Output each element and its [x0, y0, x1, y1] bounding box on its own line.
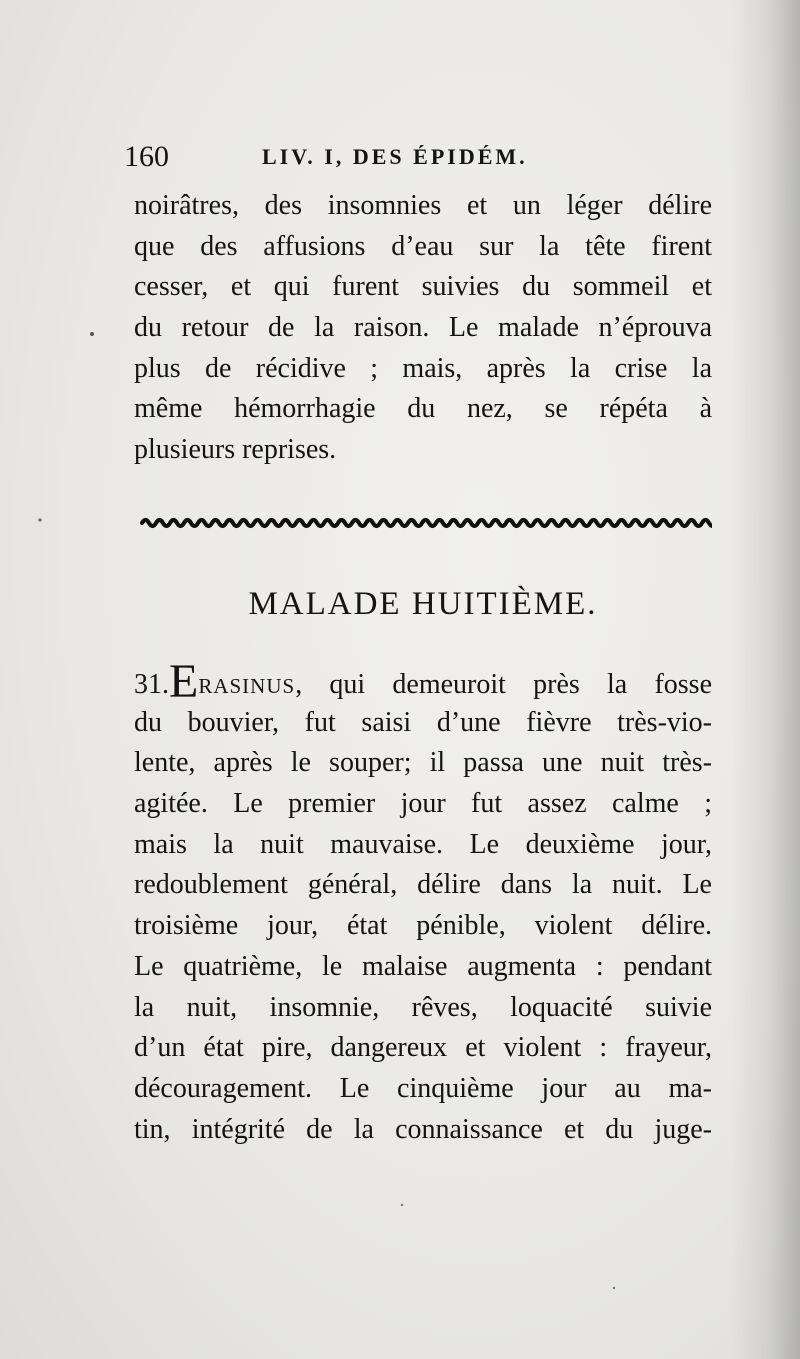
text-line: que des affusions d’eau sur la tête firent [134, 230, 712, 262]
paragraph-number: 31. [134, 669, 169, 700]
first-line-text: , qui demeuroit près la fosse [295, 669, 712, 700]
continuation-paragraph [134, 186, 712, 471]
text-line: d’un état pire, dangereux et violent : frayeur, [134, 1032, 712, 1064]
first-line [134, 662, 712, 703]
page-number: 160 [124, 140, 169, 173]
text-line: plusieurs reprises. [134, 434, 337, 466]
text-line: du bouvier, fut saisi d’une fièvre très-vio- [134, 706, 712, 738]
text-line: mais la nuit mauvaise. Le deuxième jour, [134, 828, 712, 860]
text-line: agitée. Le premier jour fut assez calme ; [134, 788, 712, 820]
text-line: tin, intégrité de la connaissance et du juge- [134, 1113, 712, 1145]
running-title: LIV. I, DES ÉPIDÉM. [262, 144, 528, 169]
text-line: Le quatrième, le malaise augmenta : pendant [134, 950, 712, 982]
text-line: la nuit, insomnie, rêves, loquacité suivie [134, 991, 712, 1023]
ornamental-rule [140, 512, 712, 534]
page-gutter-shadow [730, 0, 800, 1359]
text-line: troisième jour, état pénible, violent délire. [134, 910, 712, 942]
text-line: noirâtres, des insomnies et un léger délire [134, 190, 712, 221]
text-line: du retour de la raison. Le malade n’éprouva [134, 312, 712, 344]
drop-cap: E [169, 662, 199, 703]
text-line: cesser, et qui furent suivies du sommeil et [134, 271, 712, 303]
case-paragraph [134, 662, 712, 1150]
patient-name: RASINUS [198, 674, 296, 698]
text-line: même hémorrhagie du nez, se répéta à [134, 393, 712, 425]
section-heading: MALADE HUITIÈME. [248, 586, 598, 622]
running-head [124, 140, 724, 180]
text-line: lente, après le souper; il passa une nuit très- [134, 747, 712, 779]
text-line: redoublement général, délire dans la nuit. Le [134, 869, 712, 901]
text-line: plus de récidive ; mais, après la crise la [134, 352, 712, 384]
text-line: découragement. Le cinquième jour au ma- [134, 1072, 712, 1104]
